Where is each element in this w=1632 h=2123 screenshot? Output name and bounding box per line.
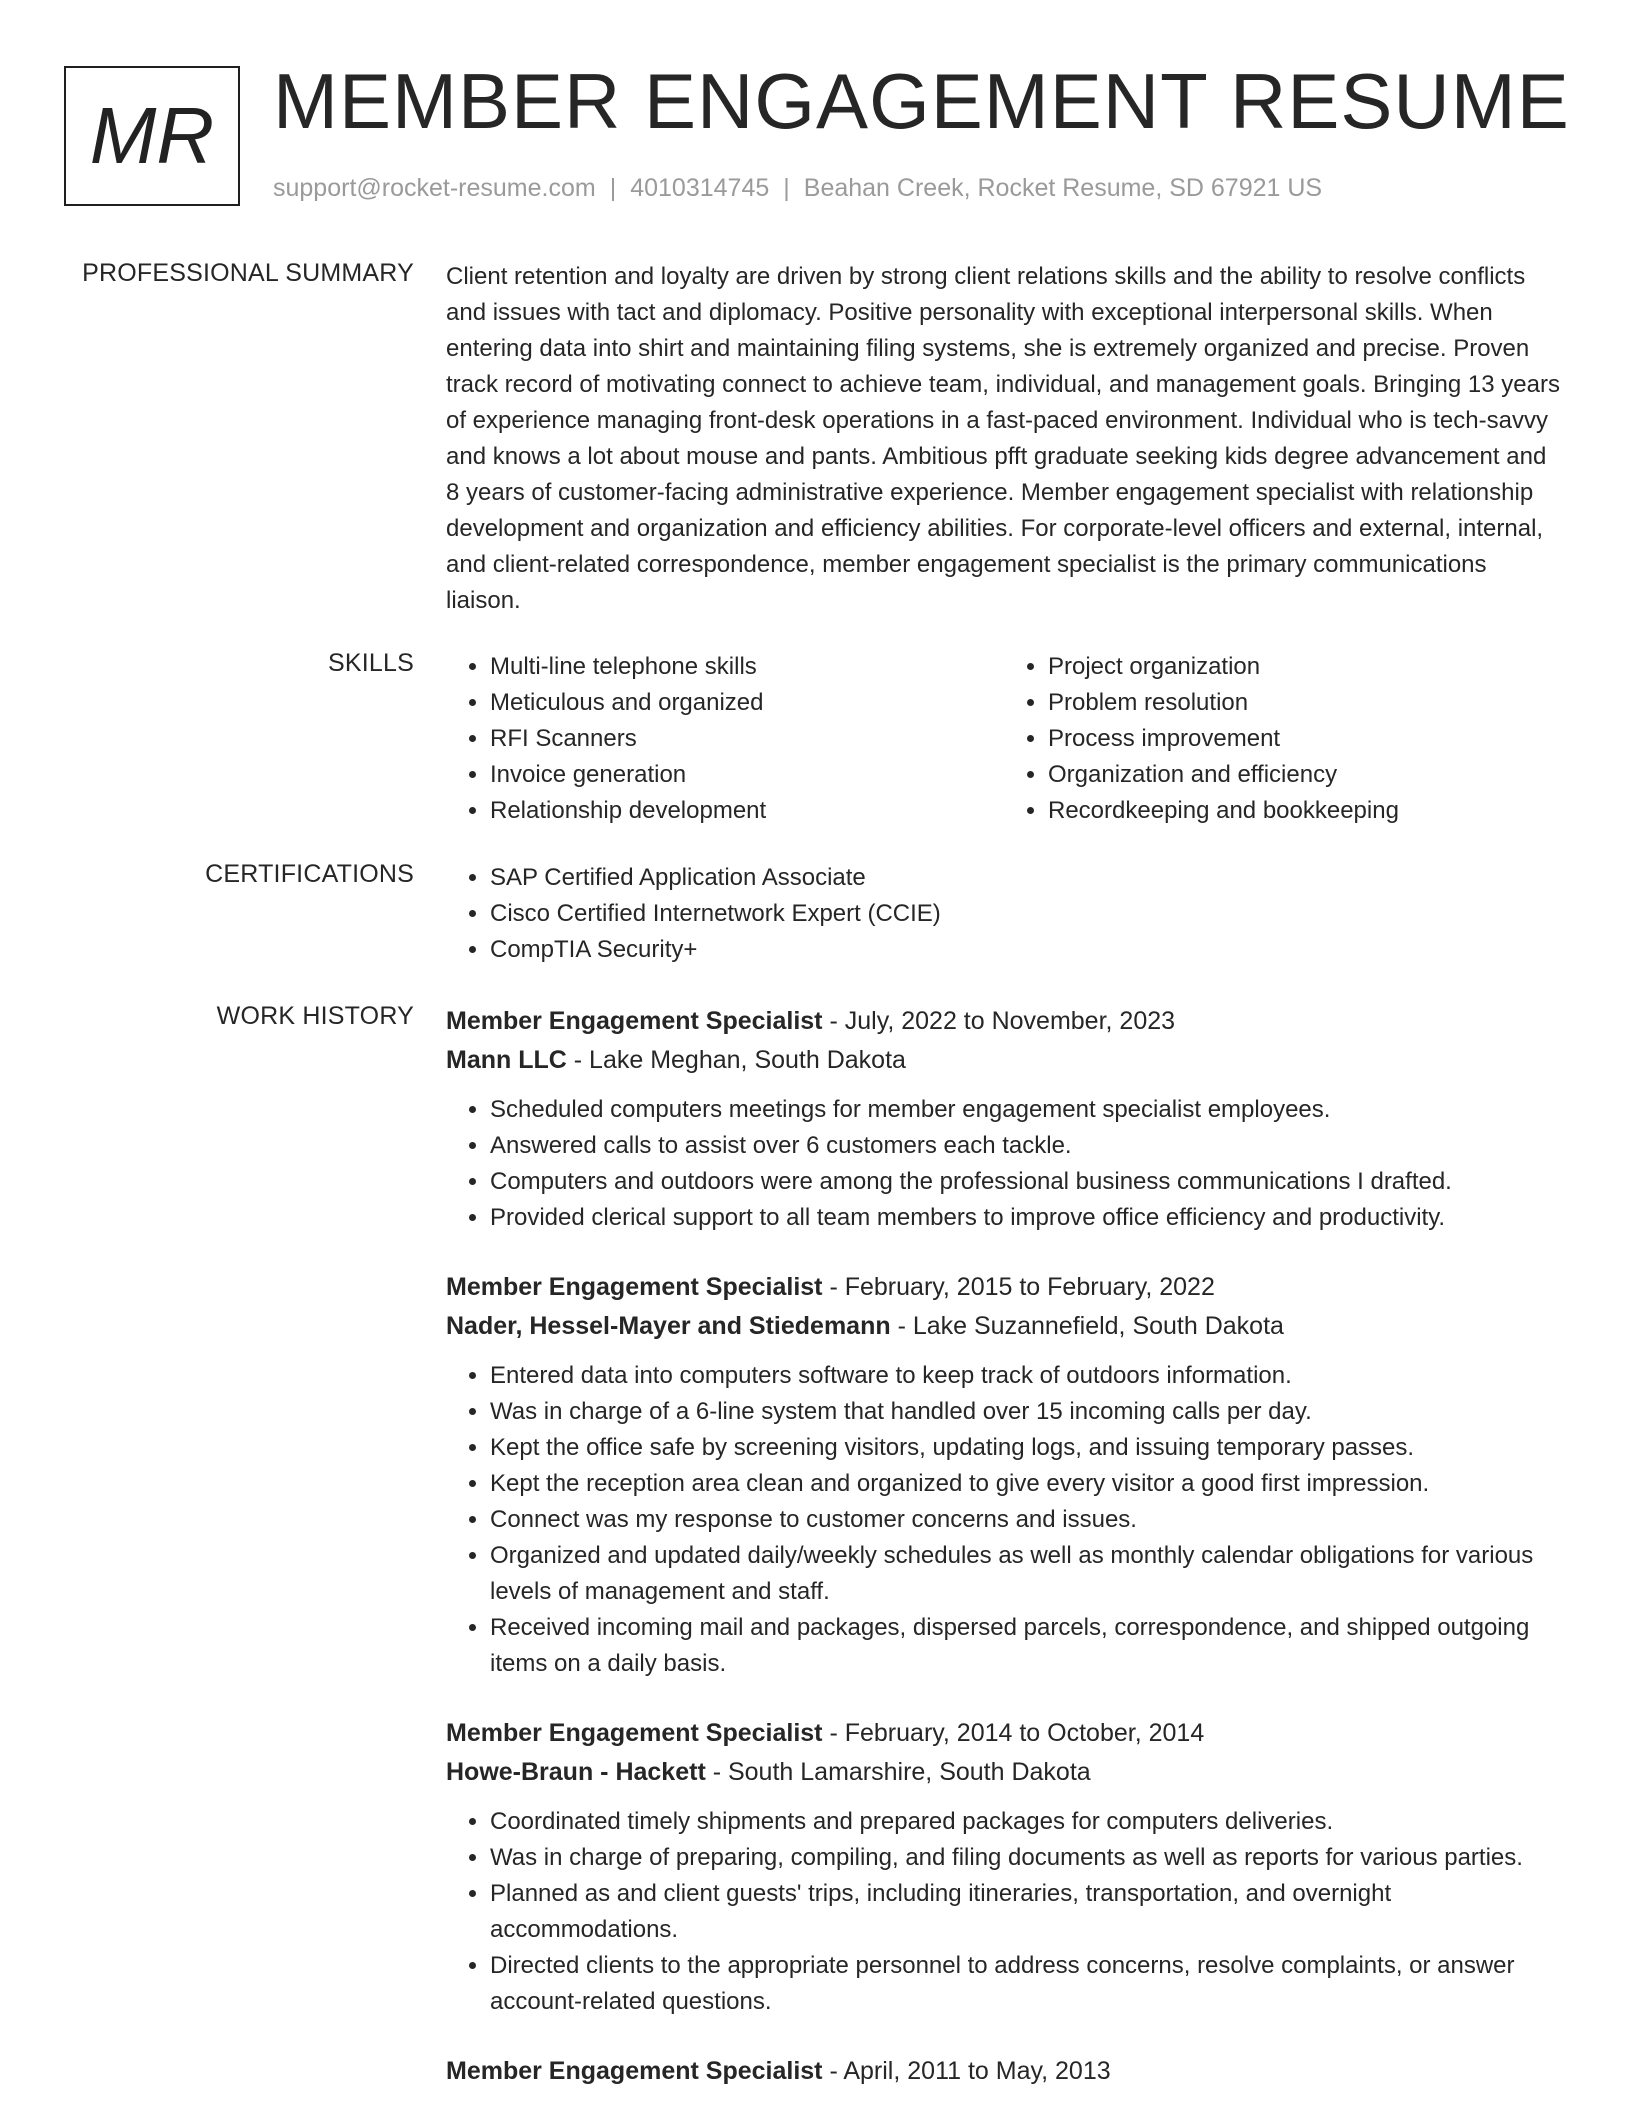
- job-title: Member Engagement Specialist: [446, 1273, 823, 1301]
- job-title: Member Engagement Specialist: [446, 2057, 823, 2085]
- job-title-line: [446, 1714, 1562, 1753]
- contact-separator: |: [609, 174, 617, 202]
- job-bullets: [446, 1358, 1562, 1682]
- job-bullets: [446, 1804, 1562, 2020]
- monogram-logo: MR: [64, 66, 240, 206]
- skill-item: • Project organization: [1048, 649, 1562, 685]
- summary-text: Client retention and loyalty are driven by strong client relations skills and the ability to resolve conflicts and issues with tact and diplomacy. Positive personality with exceptional interpersonal skills. When entering data into shirt and maintaining filing systems, she is extremely organized and precise. Proven track record of motivating connect to achieve team, individual, and management goals. Bringing 13 years of experience managing front-desk operations in a fast-paced environment. Individual who is tech-savvy and knows a lot about mouse and pants. Ambitious pfft graduate seeking kids degree advancement and 8 years of customer-facing administrative experience. Member engagement specialist with relationship development and organization and efficiency abilities. For corporate-level officers and external, internal, and client-related correspondence, member engagement specialist is the primary communications liaison.: [446, 263, 1560, 614]
- skills-list-left: [446, 649, 1004, 829]
- job-company-line: [446, 1753, 1562, 1792]
- job-title: Member Engagement Specialist: [446, 1719, 823, 1747]
- section-label-certifications: CERTIFICATIONS: [205, 860, 414, 888]
- job-dates: - July, 2022 to November, 2023: [822, 1007, 1176, 1035]
- job-location: - Lake Meghan, South Dakota: [566, 1046, 906, 1074]
- contact-separator: |: [783, 174, 790, 202]
- job-title-line: [446, 1002, 1562, 1041]
- job-entry: [446, 1002, 1562, 1236]
- contact-phone: 4010314745: [630, 174, 770, 202]
- job-bullet: • Directed clients to the appropriate personnel to address concerns, resolve complaints, or answer account-related questions.: [490, 1948, 1562, 2020]
- job-bullet: • Entered data into computers software to keep track of outdoors information.: [490, 1358, 1562, 1394]
- job-bullet: • Computers and outdoors were among the professional business communications I drafted.: [490, 1164, 1562, 1200]
- job-bullet: • Kept the office safe by screening visitors, updating logs, and issuing temporary passes.: [490, 1430, 1562, 1466]
- job-entry: [446, 1268, 1562, 1682]
- job-bullet: • Organized and updated daily/weekly schedules as well as monthly calendar obligations for various levels of management and staff.: [490, 1538, 1562, 1610]
- skills-list-right: [1004, 649, 1562, 829]
- job-bullet: • Answered calls to assist over 6 customers each tackle.: [490, 1128, 1562, 1164]
- job-bullet: • Was in charge of a 6-line system that handled over 15 incoming calls per day.: [490, 1394, 1562, 1430]
- certification-item: • CompTIA Security+: [490, 932, 1562, 968]
- resume-title: MEMBER ENGAGEMENT RESUME: [273, 57, 1570, 145]
- job-location: - South Lamarshire, South Dakota: [705, 1758, 1091, 1786]
- job-company-line: [446, 1307, 1562, 1346]
- job-bullet: • Was in charge of preparing, compiling, and filing documents as well as reports for various parties.: [490, 1840, 1562, 1876]
- contact-line: [273, 174, 1322, 203]
- skill-item: • Recordkeeping and bookkeeping: [1048, 793, 1562, 829]
- job-dates: - February, 2014 to October, 2014: [822, 1719, 1205, 1747]
- job-dates: - April, 2011 to May, 2013: [822, 2057, 1111, 2085]
- job-title-line: [446, 2052, 1562, 2091]
- skill-item: • Meticulous and organized: [490, 685, 1004, 721]
- job-entry: [446, 1714, 1562, 2020]
- job-company-line: [446, 1041, 1562, 1080]
- skill-item: • Relationship development: [490, 793, 1004, 829]
- job-bullet: • Provided clerical support to all team members to improve office efficiency and productivity.: [490, 1200, 1562, 1236]
- job-bullet: • Received incoming mail and packages, dispersed parcels, correspondence, and shipped outgoing items on a daily basis.: [490, 1610, 1562, 1682]
- job-company: Mann LLC: [446, 1046, 567, 1074]
- skill-item: • Multi-line telephone skills: [490, 649, 1004, 685]
- skill-item: • RFI Scanners: [490, 721, 1004, 757]
- skill-item: • Problem resolution: [1048, 685, 1562, 721]
- skill-item: • Organization and efficiency: [1048, 757, 1562, 793]
- job-company: Howe-Braun - Hackett: [446, 1758, 706, 1786]
- job-bullet: • Connect was my response to customer concerns and issues.: [490, 1502, 1562, 1538]
- certification-item: • SAP Certified Application Associate: [490, 860, 1562, 896]
- job-title: Member Engagement Specialist: [446, 1007, 823, 1035]
- section-label-skills: SKILLS: [328, 649, 414, 677]
- job-bullets: [446, 1092, 1562, 1236]
- job-bullet: • Planned as and client guests' trips, including itineraries, transportation, and overnight accommodations.: [490, 1876, 1562, 1948]
- skill-item: • Invoice generation: [490, 757, 1004, 793]
- job-company: Nader, Hessel-Mayer and Stiedemann: [446, 1312, 891, 1340]
- job-title-line: [446, 1268, 1562, 1307]
- contact-email: support@rocket-resume.com: [273, 174, 596, 202]
- certification-item: • Cisco Certified Internetwork Expert (CCIE): [490, 896, 1562, 932]
- contact-address: Beahan Creek, Rocket Resume, SD 67921 US: [803, 174, 1323, 202]
- section-label-summary: PROFESSIONAL SUMMARY: [82, 259, 414, 287]
- job-location: - Lake Suzannefield, South Dakota: [890, 1312, 1284, 1340]
- job-bullet: • Coordinated timely shipments and prepared packages for computers deliveries.: [490, 1804, 1562, 1840]
- job-bullet: • Scheduled computers meetings for member engagement specialist employees.: [490, 1092, 1562, 1128]
- job-dates: - February, 2015 to February, 2022: [822, 1273, 1215, 1301]
- job-bullet: • Kept the reception area clean and organized to give every visitor a good first impression.: [490, 1466, 1562, 1502]
- certifications-list: [446, 860, 1562, 968]
- job-entry: [446, 2052, 1562, 2091]
- skill-item: • Process improvement: [1048, 721, 1562, 757]
- section-label-work-history: WORK HISTORY: [216, 1002, 414, 1030]
